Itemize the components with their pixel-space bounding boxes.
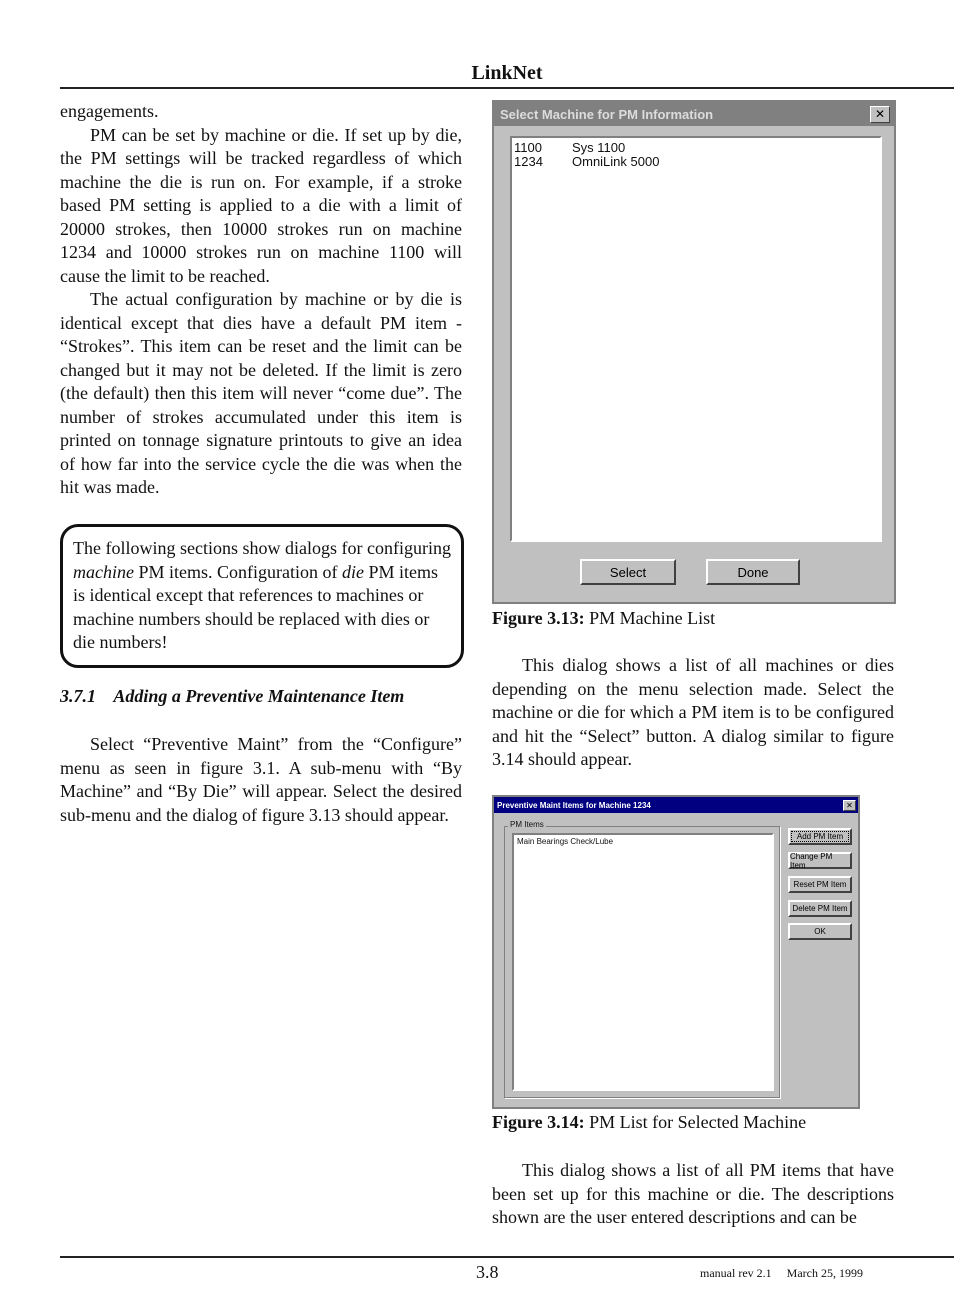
figure-caption-text: PM Machine List [584,608,716,628]
select-button[interactable]: Select [580,559,676,585]
close-icon[interactable]: ✕ [870,106,890,123]
figure-label: Figure 3.14: [492,1112,585,1132]
note-emphasis: machine [73,561,134,582]
ok-button[interactable]: OK [788,923,852,940]
dialog-title: Preventive Maint Items for Machine 1234 [497,800,651,810]
machine-listbox[interactable] [510,136,882,542]
figure-label: Figure 3.13: [492,608,585,628]
paragraph: This dialog shows a list of all machines or dies depending on the menu selection made. Select the machine or die for which a PM item is to be configured and hit the “Select” button. A dialog similar to figure 3.14 should appear. [492,655,894,769]
revision-info: manual rev 2.1 March 25, 1999 [700,1266,863,1280]
groupbox-label: PM Items [510,820,544,829]
dialog-titlebar[interactable] [494,102,894,126]
reset-pm-item-button[interactable]: Reset PM Item [788,876,852,893]
pm-items-dialog [492,795,860,1109]
page-number: 3.8 [476,1262,499,1282]
header-rule [60,87,954,89]
paragraph: This dialog shows a list of all PM items that have been set up for this machine or die. The descriptions shown are the user entered descriptions and can be [492,1160,894,1227]
delete-pm-item-button[interactable]: Delete PM Item [788,900,852,917]
footer-rule [60,1256,954,1258]
close-icon[interactable]: ✕ [843,800,856,811]
done-button[interactable]: Done [706,559,800,585]
machine-name: OmniLink 5000 [572,154,660,169]
dialog-title: Select Machine for PM Information [500,106,714,122]
note-box [60,524,464,668]
list-item[interactable] [514,141,878,155]
dialog-titlebar[interactable] [494,797,858,813]
section-body [60,733,462,827]
note-emphasis: die [341,561,364,582]
figure-caption [492,608,715,629]
pm-items-listbox[interactable] [512,833,774,1091]
note-text: PM items is identical except that references to machines or machine numbers should be replaced with dies or die numbers! [73,561,438,652]
paragraph: The actual configuration by machine or by die is identical except that dies have a default PM item - “Strokes”. This item can be reset and the limit can be changed but it may not be deleted. If the limit is zero (the default) then this item will never “come due”. The number of strokes accumulated under this item is printed on tonnage signature printouts to give an idea of how far into the service cycle the die was when the hit was made. [60,289,462,497]
list-item[interactable] [514,155,878,169]
figure-caption-text: PM List for Selected Machine [584,1112,807,1132]
add-pm-item-button[interactable]: Add PM Item [788,828,852,845]
right-paragraph [492,1159,894,1230]
note-text: PM items. Configuration of [133,561,342,582]
select-machine-dialog [492,100,896,604]
change-pm-item-button[interactable]: Change PM Item [788,852,852,869]
list-item[interactable]: Main Bearings Check/Lube [517,837,614,846]
paragraph: engagements. [60,101,159,121]
machine-number: 1234 [514,154,543,169]
paragraph: PM can be set by machine or die. If set up by die, the PM settings will be tracked regardless of which machine the die is run on. For example, if a stroke based PM setting is applied to a die with a limit of 20000 strokes, then 10000 strokes run on machine 1234 and 10000 strokes run on machine 1100 will cause the limit to be reached. [60,124,462,286]
machine-name: Sys 1100 [572,140,626,155]
right-paragraph [492,654,894,772]
machine-number: 1100 [514,140,542,155]
left-column [60,100,462,500]
page-header-title: LinkNet [471,62,543,84]
note-text: The following sections show dialogs for configuring [73,538,451,558]
section-heading: 3.7.1 Adding a Preventive Maintenance Item [60,686,405,706]
figure-caption [492,1112,806,1133]
paragraph: Select “Preventive Maint” from the “Configure” menu as seen in figure 3.1. A sub-menu with “By Machine” and “By Die” will appear. Select the desired sub-menu and the dialog of figure 3.13 should appear. [60,734,462,825]
